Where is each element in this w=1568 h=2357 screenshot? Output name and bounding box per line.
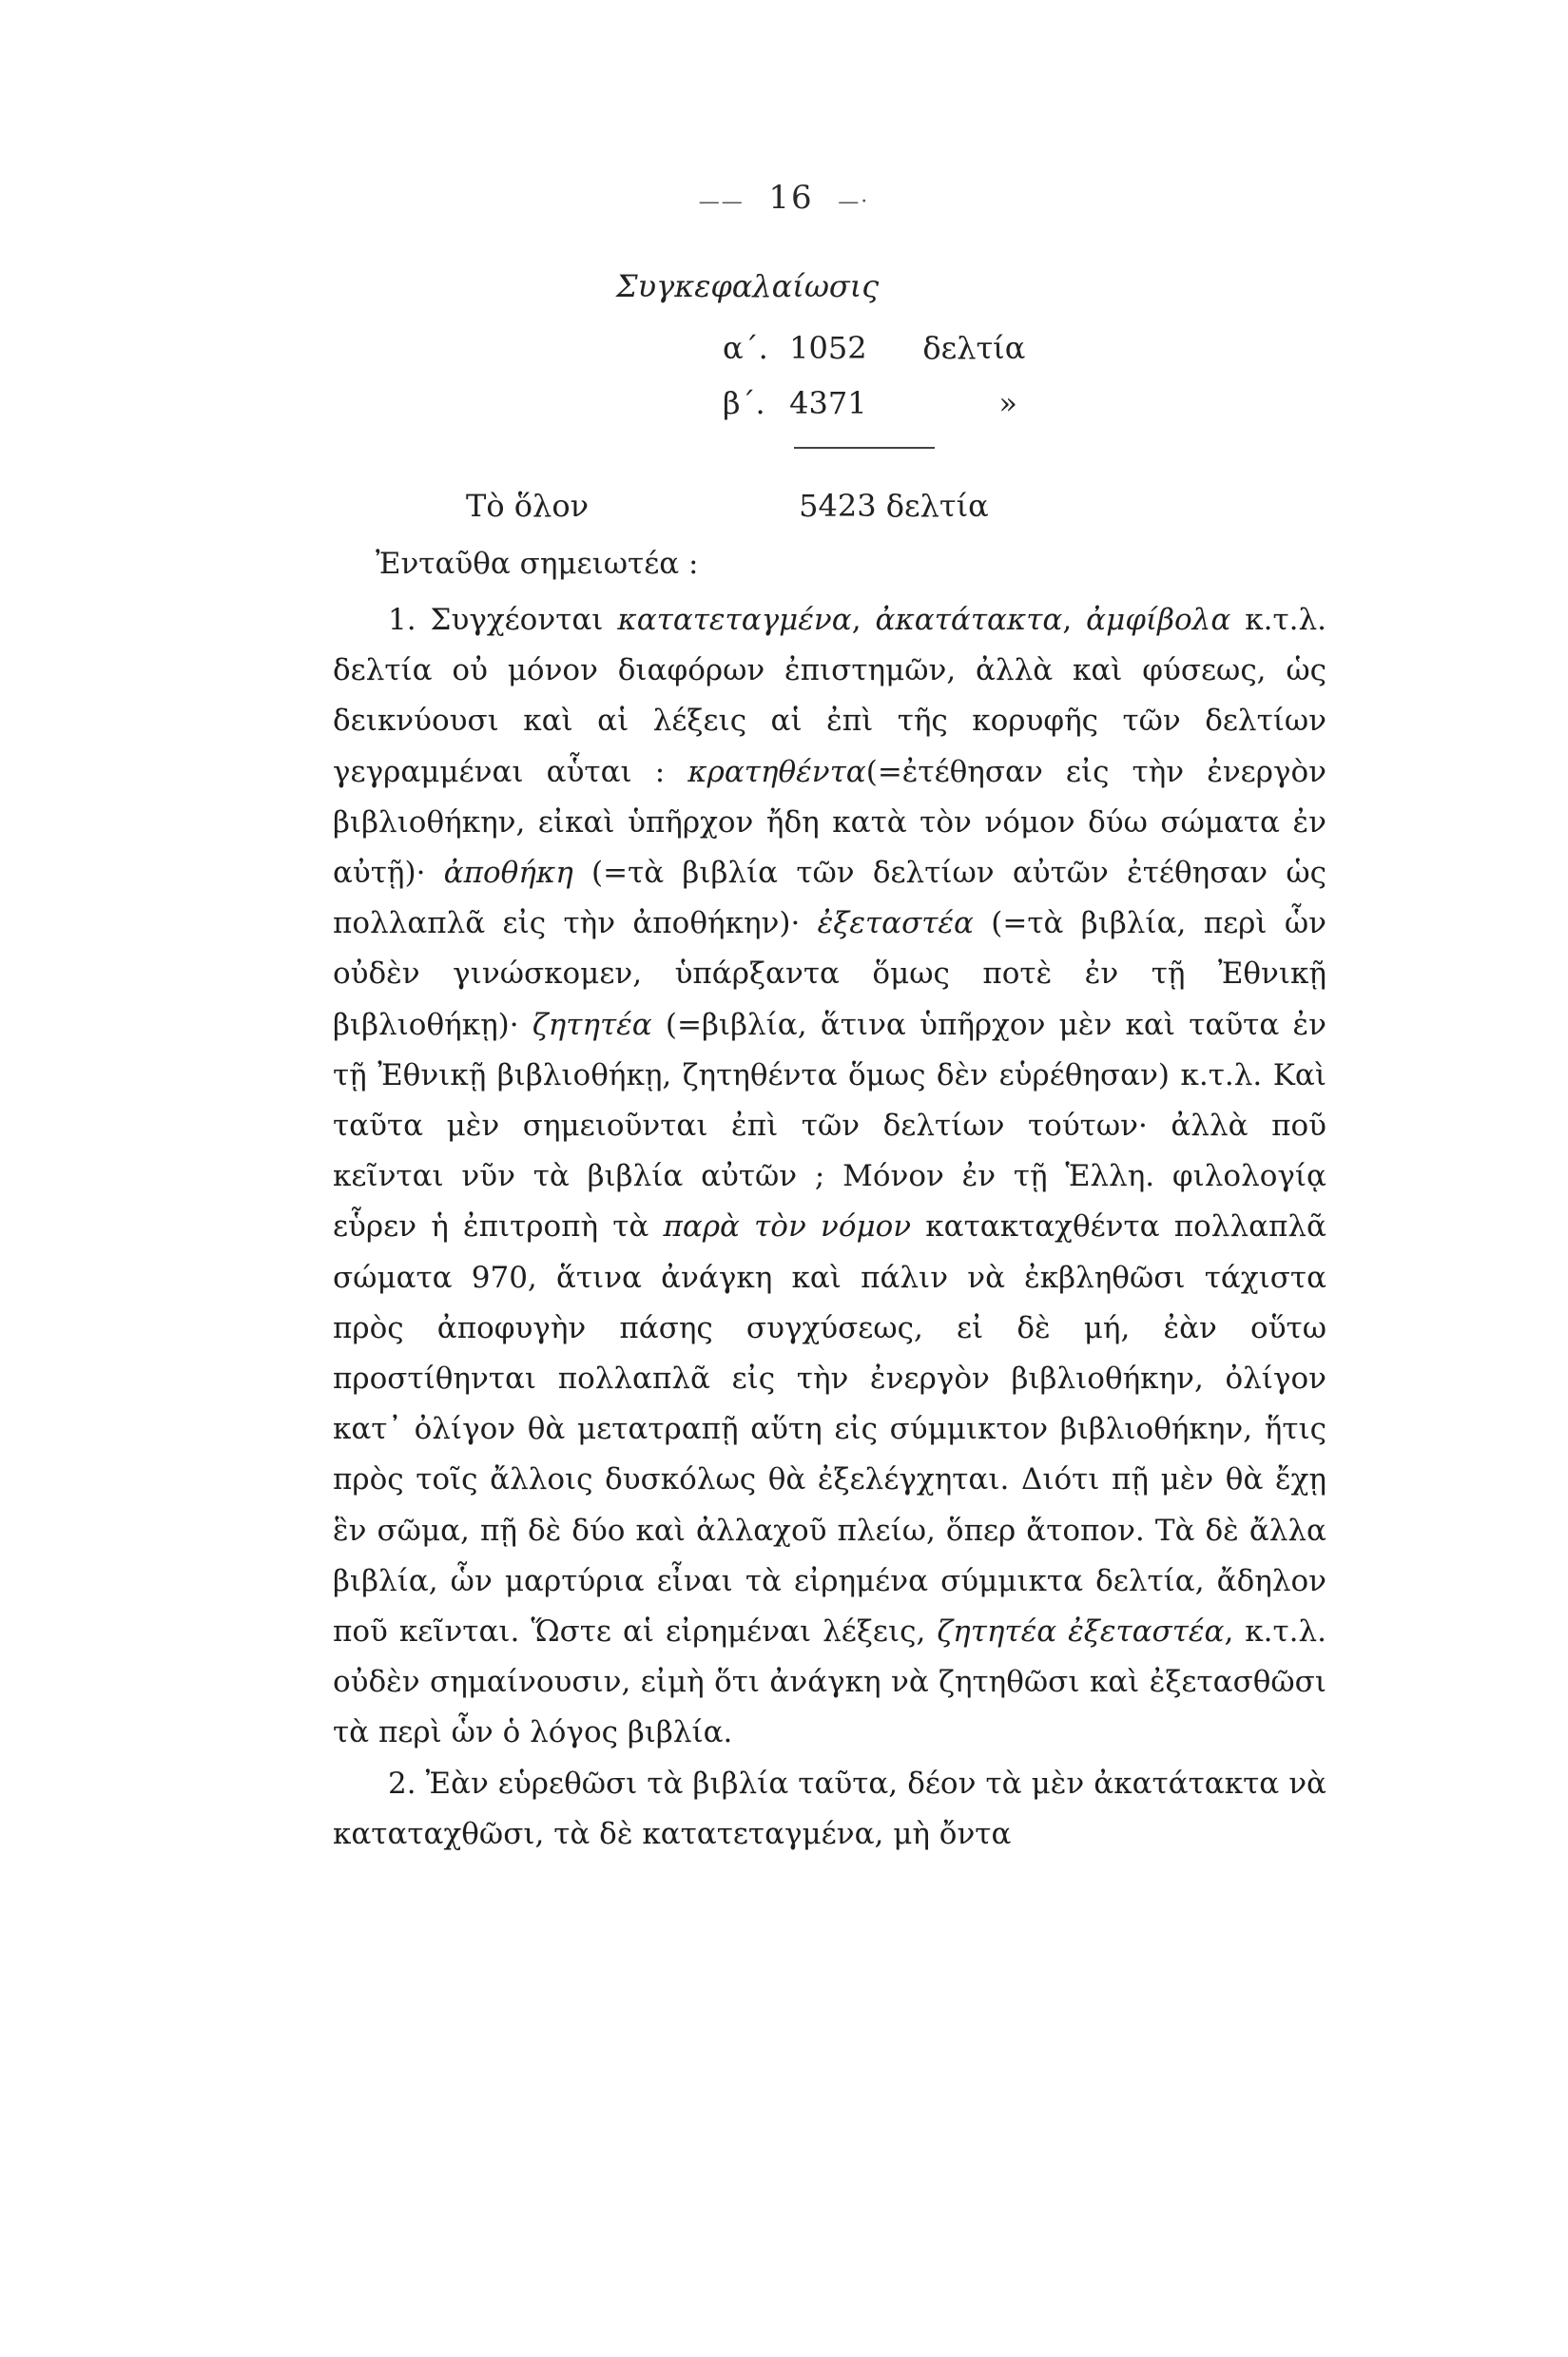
page-number-value: 16 (768, 179, 814, 217)
text-run: (=τὰ βιβλία τῶν δελτίων αὐτῶν ἐτέθησαν ὡς πολλαπλᾶ εἰς τὴν ἀποθήκην)· (333, 856, 1326, 941)
italic-term: ζητητέα ἐξεταστέα (937, 1614, 1225, 1650)
summary-word: δελτία (922, 330, 1026, 366)
summary-line-alpha (723, 330, 1025, 366)
italic-term: κρατηθέντα (687, 754, 866, 789)
text-run: (=ἐτέθησαν εἰς τὴν ἐνεργὸν βιβλιοθήκην, εἰκαὶ ὑπῆρχον ἤδη κατὰ τὸν νόμον δύω σώματα ἐν αὐτῇ)· (333, 754, 1326, 891)
summary-count: 4371 (789, 385, 867, 421)
italic-term: ἐξεταστέα (817, 906, 974, 941)
paragraph-1 (333, 595, 1326, 1759)
text-run: 1. Συγχέονται (388, 603, 618, 637)
total-rule (794, 447, 935, 449)
italic-term: παρὰ τὸν νόμον (663, 1209, 912, 1245)
summary-title: Συγκεφαλαίωσις (616, 268, 880, 304)
total-row (466, 488, 989, 524)
italic-term: ἀποθήκη (443, 856, 573, 891)
summary-label: α΄. (723, 330, 768, 366)
text-run: (=τὰ βιβλία, περὶ ὧν οὐδὲν γινώσκομεν, ὑπάρξαντα ὅμως ποτὲ ἐν τῇ Ἐθνικῇ βιβλιοθήκῃ)· (333, 906, 1326, 1042)
body-text (333, 595, 1326, 1860)
italic-term: κατατεταγμένα (617, 603, 852, 637)
page-number (0, 179, 1568, 217)
total-label: Τὸ ὅλον (466, 488, 590, 524)
summary-label: β΄. (723, 385, 765, 421)
total-value: 5423 δελτία (799, 488, 989, 524)
summary-word: » (998, 385, 1017, 421)
summary-count: 1052 (789, 330, 867, 366)
text-run: , (851, 603, 876, 637)
text-run: , (1062, 603, 1087, 637)
text-run: κατακταχθέντα πολλαπλᾶ σώματα 970, ἅτινα ἀνάγκη καὶ πάλιν νὰ ἐκβληθῶσι τάχιστα πρὸς ἀποφυγὴν πάσης συγχύσεως, εἰ δὲ μή, ἐὰν οὕτω προστίθηνται πολλαπλᾶ εἰς τὴν ἐνεργὸν βιβλιοθήκην, ὀλίγον κατ᾽ ὀλίγον θὰ μετατραπῇ αὕτη εἰς σύμμικτον βιβλιοθήκην, ἥτις πρὸς τοῖς ἄλλοις δυσκόλως θὰ ἐξελέγχηται. Διότι πῇ μὲν θὰ ἔχῃ ἓν σῶμα, πῇ δὲ δύο καὶ ἀλλαχοῦ πλείω, ὅπερ ἄτοπον. Τὰ δὲ ἄλλα βιβλία, ὧν μαρτύρια εἶναι τὰ εἰρημένα σύμμικτα δελτία, ἄδηλον ποῦ κεῖνται. Ὥστε αἱ εἰρημέναι λέξεις, (333, 1209, 1326, 1650)
paragraph-2: 2. Ἐὰν εὑρεθῶσι τὰ βιβλία ταῦτα, δέον τὰ μὲν ἀκατάτακτα νὰ καταταχθῶσι, τὰ δὲ κατατεταγμένα, μὴ ὄντα (333, 1766, 1326, 1851)
text-run: , κ.τ.λ. οὐδὲν σημαίνουσιν, εἰμὴ ὅτι ἀνάγκη νὰ ζητηθῶσι καὶ ἐξετασθῶσι τὰ περὶ ὧν ὁ λόγος βιβλία. (333, 1614, 1326, 1750)
italic-term: ἀμφίβολα (1086, 603, 1231, 637)
page-number-dash-right: —· (838, 190, 870, 214)
italic-term: ζητητέα (532, 1007, 652, 1042)
italic-term: ἀκατάτακτα (875, 603, 1063, 637)
page-number-dash-left: —— (698, 190, 745, 214)
summary-line-beta (723, 385, 1017, 421)
text-run: (=βιβλία, ἅτινα ὑπῆρχον μὲν καὶ ταῦτα ἐν τῇ Ἐθνικῇ βιβλιοθήκῃ, ζητηθέντα ὅμως δὲν εὑρέθησαν) κ.τ.λ. Καὶ ταῦτα μὲν σημειοῦνται ἐπὶ τῶν δελτίων τούτων· ἀλλὰ ποῦ κεῖνται νῦν τὰ βιβλία αὐτῶν ; Μόνον ἐν τῇ Ἑλλη. φιλολογίᾳ εὗρεν ἡ ἐπιτροπὴ τὰ (333, 1007, 1326, 1245)
text-run: κ.τ.λ. δελτία οὐ μόνον διαφόρων ἐπιστημῶν, ἀλλὰ καὶ φύσεως, ὡς δεικνύουσι καὶ αἱ λέξεις αἱ ἐπὶ τῆς κορυφῆς τῶν δελτίων γεγραμμέναι αὗται : (333, 603, 1326, 789)
notes-heading: Ἐνταῦθα σημειωτέα : (376, 547, 699, 581)
